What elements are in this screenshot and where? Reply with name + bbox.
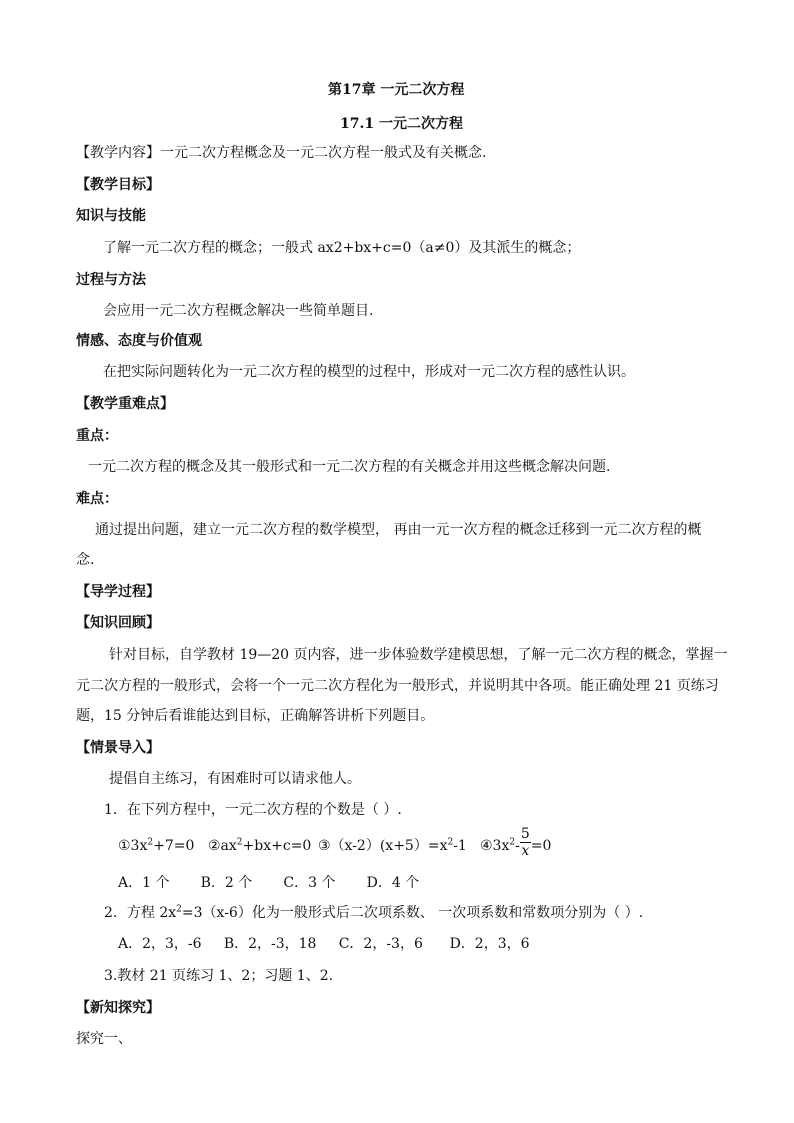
equation-4-fraction xyxy=(520,827,531,858)
question-1-equation-1 xyxy=(118,836,194,856)
knowledge-heading: 知识与技能 xyxy=(76,208,146,224)
question-2-stem xyxy=(104,903,643,923)
review-text-line-1: 针对目标，自学教材 19—20 页内容，进一步体验数学建模思想，了解一元二次方程的概念，掌握一 xyxy=(109,647,728,663)
key-text: 一元二次方程的概念及其一般形式和一元二次方程的有关概念并用这些概念解决问题. xyxy=(88,459,611,475)
process-text: 会应用一元二次方程概念解决一些简单题目. xyxy=(103,303,374,319)
equation-2-tail: +bx+c=0 xyxy=(242,838,312,854)
difficult-text-line-2: 念. xyxy=(76,552,95,568)
chapter-title: 第17章 一元二次方程 xyxy=(328,82,465,98)
question-3: 3.教材 21 页练习 1、2；习题 1、2. xyxy=(104,968,334,984)
guide-heading: 【导学过程】 xyxy=(76,584,160,600)
difficult-heading: 难点： xyxy=(76,491,118,507)
scene-heading: 【情景导入】 xyxy=(76,740,160,756)
equation-2-lead: ②ax xyxy=(208,838,237,854)
question-2-exponent: 2 xyxy=(176,904,182,915)
scene-text: 提倡自主练习，有困难时可以请求他人。 xyxy=(109,771,361,787)
teaching-goals-heading: 【教学目标】 xyxy=(76,177,160,193)
equation-4-lead: ④3x xyxy=(480,838,510,854)
question-2-stem-tail: =3（x-6）化为一般形式后二次项系数、 一次项系数和常数项分别为（ ）. xyxy=(181,905,644,921)
equation-1-tail: +7=0 xyxy=(153,838,195,854)
question-1-equation-2 xyxy=(208,836,311,856)
equation-1-exponent: 2 xyxy=(147,837,154,848)
emotion-heading: 情感、态度与价值观 xyxy=(76,333,202,349)
key-heading: 重点： xyxy=(76,428,118,444)
question-1-stem: 1．在下列方程中，一元二次方程的个数是（ ）. xyxy=(104,802,402,818)
new-knowledge-heading: 【新知探究】 xyxy=(76,1000,160,1016)
explore-1: 探究一、 xyxy=(76,1031,132,1047)
knowledge-text: 了解一元二次方程的概念；一般式 ax2+bx+c=0（a≠0）及其派生的概念； xyxy=(103,240,581,256)
process-heading: 过程与方法 xyxy=(76,272,146,288)
equation-3-lead: ③（x-2）(x+5）=x xyxy=(318,838,448,854)
equation-1-lead: ①3x xyxy=(118,838,148,854)
fraction-numerator: 5 xyxy=(520,825,530,842)
review-heading: 【知识回顾】 xyxy=(76,615,160,631)
question-1-equation-3 xyxy=(318,836,467,856)
equation-4-minus: - xyxy=(515,838,520,854)
equation-4-exponent: 2 xyxy=(509,837,516,848)
review-text-line-3: 题，15 分钟后看谁能达到目标，正确解答讲析下列题目。 xyxy=(76,708,435,724)
question-1-equation-4 xyxy=(480,826,551,866)
question-2-stem-lead: 2．方程 2x xyxy=(104,905,177,921)
difficult-text-line-1: 通过提出问题，建立一元二次方程的数学模型， 再由一元一次方程的概念迁移到一元二次方程的概 xyxy=(95,522,702,538)
key-difficult-heading: 【教学重难点】 xyxy=(76,396,174,412)
fraction-denominator: x xyxy=(521,842,530,859)
equation-2-exponent: 2 xyxy=(236,837,243,848)
equation-4-tail: =0 xyxy=(530,838,552,854)
question-2-options: A．2，3，-6 B．2，-3，18 C．2，-3，6 D．2，3，6 xyxy=(118,936,530,952)
question-1-options: A．1 个 B．2 个 C．3 个 D．4 个 xyxy=(118,875,420,891)
teaching-content: 【教学内容】一元二次方程概念及一元二次方程一般式及有关概念. xyxy=(76,145,487,161)
equation-3-tail: -1 xyxy=(453,838,467,854)
review-text-line-2: 元二次方程的一般形式，会将一个一元二次方程化为一般形式，并说明其中各项。能正确处理 21 页练习 xyxy=(76,678,719,694)
emotion-text: 在把实际问题转化为一元二次方程的模型的过程中，形成对一元二次方程的感性认识。 xyxy=(103,364,635,380)
equation-3-exponent: 2 xyxy=(447,837,454,848)
section-title: 17.1 一元二次方程 xyxy=(340,116,463,132)
